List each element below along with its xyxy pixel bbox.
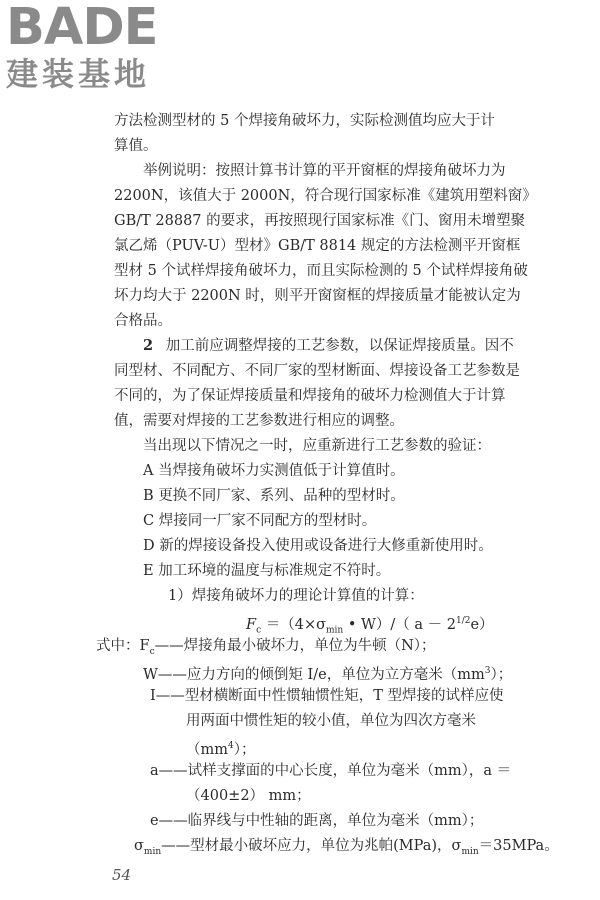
definition-line [134,836,559,862]
definition-text: ）； [233,741,256,758]
text-line: 合格品。 [114,313,172,329]
list-item: A 当焊接角破坏力实测值低于计算值时。 [143,463,405,479]
definition-term: σ [134,838,144,854]
logo-subtitle: 建装基地 [6,55,151,93]
section-line [143,336,514,356]
definition-text: ——型材最小破坏应力，单位为兆帕(MPa)，σ [161,838,462,854]
text-line: 方法检测型材的 5 个焊接角破坏力，实际检测值均应大于计 [114,113,495,129]
definition-text: ＝35MPa。 [478,838,559,854]
formula-subscript: c [256,625,262,636]
definition-line: e——临界线与中性轴的距离，单位为毫米（mm）； [150,813,484,829]
list-item: C 焊接同一厂家不同配方的型材时。 [143,513,377,529]
formula-part: ＝（4×σ [265,616,326,633]
definition-text: ——焊接角最小破坏力，单位为牛顿（N）； [154,638,436,654]
formula-part: • W）/（ a － 2 [347,616,456,633]
definition-text: （mm [186,741,228,758]
definition-line: 用两面中惯性矩的较小值，单位为四次方毫米 [186,713,476,729]
text-line: 型材 5 个试样焊接角破坏力，而且实际检测的 5 个试样焊接角破 [114,263,528,279]
text-line: 举例说明：按照计算书计算的平开窗框的焊接角破坏力为 [143,163,506,179]
formula-superscript: 1/2 [455,616,471,626]
logo-mark: BADE [6,0,158,57]
definition-term: 式中：F [96,638,150,654]
text-line: 算值。 [114,138,158,154]
text-line: 同型材、不同配方、不同厂家的型材断面、焊接设备工艺参数是 [114,363,520,379]
list-item: D 新的焊接设备投入使用或设备进行大修重新使用时。 [143,538,493,554]
formula-part: e） [470,616,494,633]
text-line: 值，需要对焊接的工艺参数进行相应的调整。 [114,413,404,429]
definition-line: a——试样支撑面的中心长度，单位为毫米（mm），a ＝ [150,763,512,779]
definition-line: （400±2） mm； [186,788,311,804]
formula-subscript: min [461,846,479,857]
definition-line [186,736,255,760]
text-line: GB/T 28887 的要求，再按照现行国家标准《门、窗用未增塑聚 [114,213,526,229]
page-number: 54 [112,866,132,884]
text-line: 当出现以下情况之一时，应重新进行工艺参数的验证： [143,438,491,454]
text-line: 1）焊接角破坏力的理论计算值的计算： [168,588,424,604]
section-text: 加工前应调整焊接的工艺参数，以保证焊接质量。因不 [165,338,514,354]
formula-superscript: 3 [484,666,491,676]
text-line: 氯乙烯（PUV-U）型材》GB/T 8814 规定的方法检测平开窗框 [114,238,521,254]
definition-line [143,661,512,685]
formula-subscript: min [143,846,162,857]
text-line: 不同的，为了保证焊接质量和焊接角的破坏力检测值大于计算 [114,388,506,404]
formula-subscript: c [149,646,155,657]
section-number: 2 [143,337,154,354]
definition-line: I——型材横断面中性惯轴惯性矩，T 型焊接的试样应使 [150,688,504,704]
definition-text: W——应力方向的倾倒矩 I/e，单位为立方毫米（mm [143,666,485,683]
bade-logo [0,0,190,100]
text-line: 2200N，该值大于 2000N，符合现行国家标准《建筑用塑料窗》 [114,188,537,204]
formula-symbol: F [246,616,257,633]
definition-text: ）； [490,666,513,683]
list-item: B 更换不同厂家、系列、品种的型材时。 [143,488,405,504]
formula-subscript: min [326,625,344,636]
definition-line [96,636,436,662]
list-item: E 加工环境的温度与标准规定不符时。 [143,563,391,579]
text-line: 坏力均大于 2200N 时，则平开窗窗框的焊接质量才能被认定为 [114,288,521,304]
formula-superscript: 4 [228,741,234,751]
